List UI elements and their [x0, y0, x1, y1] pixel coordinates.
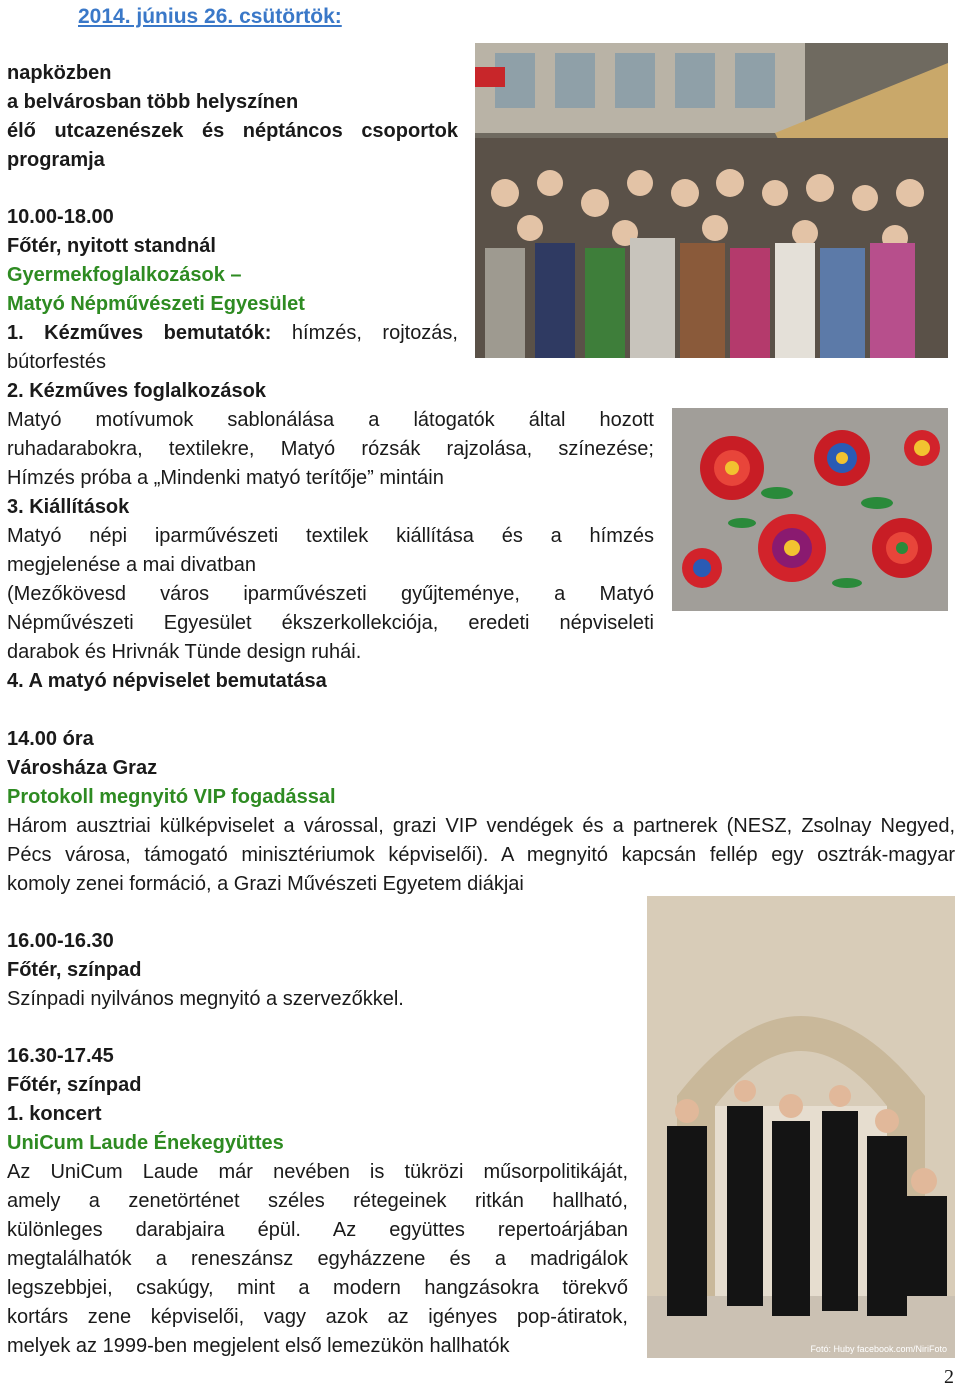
- program-title: UniCum Laude Énekegyüttes: [7, 1132, 284, 1154]
- page-title: 2014. június 26. csütörtök:: [78, 5, 342, 28]
- choir-photo: [647, 896, 955, 1358]
- item-1-text: hímzés, rojtozás,: [291, 322, 458, 344]
- intro-line: napközben: [7, 62, 112, 84]
- description-line: Az UniCum Laude már nevében is tükrözi műsorpolitikáját,: [7, 1161, 628, 1183]
- item-3-line: megjelenése a mai divatban: [7, 554, 257, 576]
- item-1-text-cont: bútorfestés: [7, 351, 106, 373]
- item-2-line: Hímzés próba a „Mindenki matyó terítője” mintáin: [7, 467, 444, 489]
- program-block-2: [7, 725, 957, 899]
- program-block-4: [7, 1042, 632, 1361]
- item-3-heading: 3. Kiállítások: [7, 496, 130, 518]
- crowd-photo: [475, 43, 948, 358]
- event-time: 16.30-17.45: [7, 1045, 114, 1067]
- item-3-line: Matyó népi iparművészeti textilek kiállítása és a hímzés: [7, 525, 654, 547]
- intro-block: [7, 59, 467, 175]
- program-title: Gyermekfoglalkozások –: [7, 264, 242, 286]
- embroidery-photo: [672, 408, 948, 611]
- item-3-line: (Mezőkövesd város iparművészeti gyűjteménye, a Matyó: [7, 583, 654, 605]
- description-line: megtalálhatók a reneszánsz egyházzene és a madrigálok: [7, 1248, 628, 1270]
- program-title: Protokoll megnyitó VIP fogadással: [7, 786, 336, 808]
- intro-line: a belvárosban több helyszínen: [7, 91, 299, 113]
- description-line: kortárs zene képviselői, vagy azok az igényes pop-átiratok,: [7, 1306, 628, 1328]
- event-time: 16.00-16.30: [7, 930, 114, 952]
- page-number: 2: [944, 1366, 954, 1388]
- concert-label: 1. koncert: [7, 1103, 102, 1125]
- intro-line: programja: [7, 149, 105, 171]
- item-3-line: Népművészeti Egyesület ékszerkollekciója, eredeti népviseleti: [7, 612, 654, 634]
- photo-credit: Fotó: Huby facebook.com/NiriFoto: [810, 1344, 947, 1354]
- description-line: komoly zenei formáció, a Grazi Művészeti Egyetem diákjai: [7, 873, 524, 895]
- organizer: Matyó Népművészeti Egyesület: [7, 293, 305, 315]
- item-1: [7, 319, 458, 348]
- item-1-heading: 1. Kézműves bemutatók:: [7, 322, 272, 344]
- description-line: Színpadi nyilvános megnyitó a szervezőkkel.: [7, 988, 404, 1010]
- description-line: melyek az 1999-ben megjelent első lemezükön hallhatók: [7, 1335, 510, 1357]
- item-2-heading: 2. Kézműves foglalkozások: [7, 380, 266, 402]
- event-place: Főtér, színpad: [7, 1074, 142, 1096]
- item-2-line: Matyó motívumok sablonálása a látogatók által hozott: [7, 409, 654, 431]
- program-block-3: [7, 927, 627, 1014]
- intro-line: élő utcazenészek és néptáncos csoportok: [7, 120, 458, 142]
- event-place: Városháza Graz: [7, 757, 158, 779]
- event-time: 14.00 óra: [7, 728, 94, 750]
- item-3-line: darabok és Hrivnák Tünde design ruhái.: [7, 641, 362, 663]
- description-line: Pécs városa, támogató minisztériumok képviselői). A megnyitó kapcsán fellép egy osztrák-magyar: [7, 844, 955, 866]
- description-line: különleges darabjaira épül. Az együttes repertoárjában: [7, 1219, 628, 1241]
- event-place: Főtér, nyitott standnál: [7, 235, 216, 257]
- item-2-line: ruhadarabokra, textilekre, Matyó rózsák rajzolása, színezése;: [7, 438, 654, 460]
- event-time: 10.00-18.00: [7, 206, 114, 228]
- description-line: legszebbjei, csakúgy, mint a modern hangzásokra törekvő: [7, 1277, 628, 1299]
- description-line: Három ausztriai külképviselet a várossal, grazi VIP vendégek és a partnerek (NESZ, Zsolnay Negyed,: [7, 815, 955, 837]
- item-4-heading: 4. A matyó népviselet bemutatása: [7, 670, 327, 692]
- event-place: Főtér, színpad: [7, 959, 142, 981]
- description-line: amely a zenetörténet széles rétegeinek ritkán hallható,: [7, 1190, 628, 1212]
